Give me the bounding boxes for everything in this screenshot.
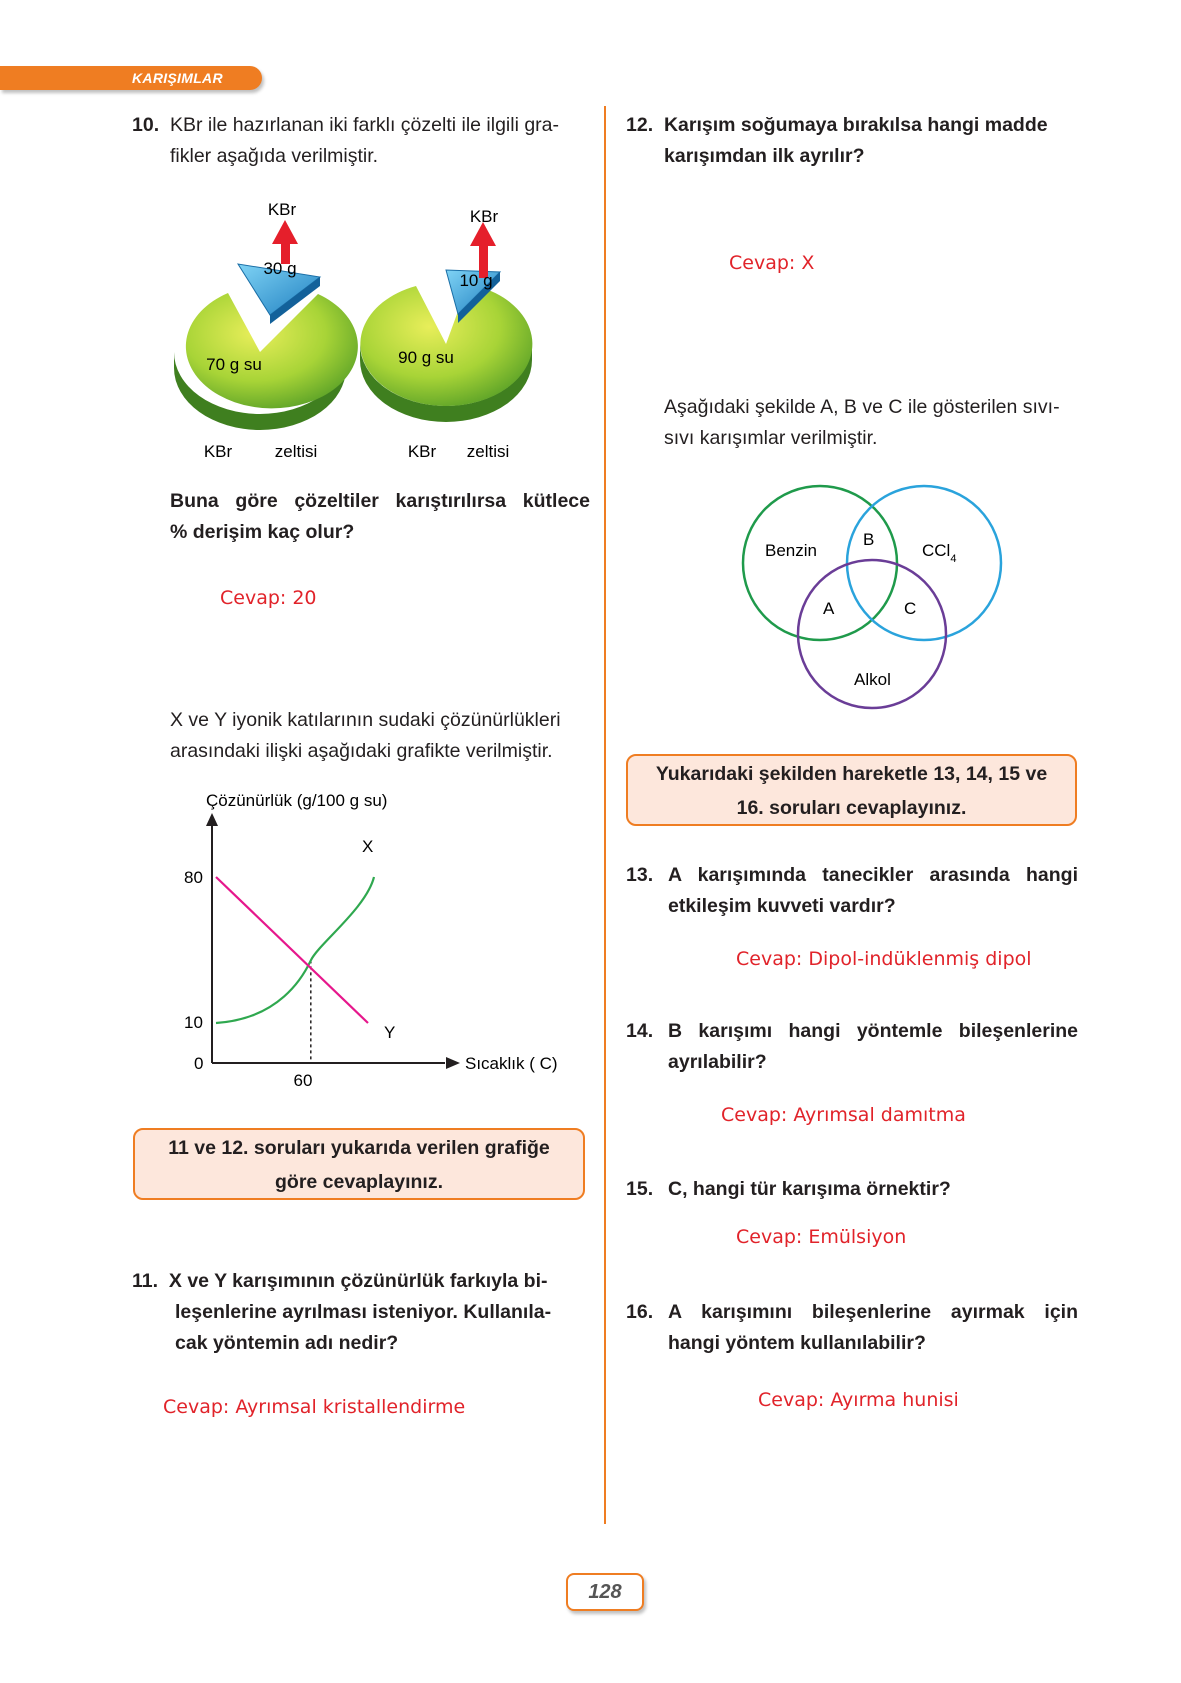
kbr-pie-charts <box>170 192 590 472</box>
page-number: 128 <box>566 1573 644 1611</box>
arrow-up-icon <box>470 222 496 278</box>
question-10-ask <box>170 486 590 548</box>
q13-line1: A karışımında tanecikler arasında hangi <box>668 864 1078 886</box>
q15-answer: Cevap: Emülsiyon <box>736 1226 907 1248</box>
q16-line2: hangi yöntem kullanılabilir? <box>668 1332 926 1354</box>
note-13-16-line2: 16. soruları cevaplayınız. <box>736 797 967 819</box>
q13-answer: Cevap: Dipol-indüklenmiş dipol <box>736 948 1032 970</box>
graph-intro-line1: X ve Y iyonik katılarının sudaki çözünürlükleri <box>170 709 561 731</box>
q10-question-line2: % derişim kaç olur? <box>170 521 355 543</box>
q14-answer: Cevap: Ayrımsal damıtma <box>721 1104 966 1126</box>
pie-2-water-label: 90 g su <box>398 348 454 367</box>
chart-x-axis-label: Sıcaklık ( C) <box>465 1054 558 1073</box>
pie-1 <box>174 200 358 461</box>
q10-line1: KBr ile hazırlanan iki farklı çözelti ile ilgili gra- <box>169 114 560 136</box>
venn-intro <box>664 392 1084 454</box>
section-title: KARIŞIMLAR <box>132 70 223 86</box>
question-11-number: 11. <box>132 1270 159 1292</box>
q16-line1: A karışımını bileşenlerine ayırmak için <box>668 1301 1078 1323</box>
pie-1-caption-b: zeltisi <box>274 442 318 461</box>
note-13-16-line1: Yukarıdaki şekilden hareketle 13, 14, 15 ve <box>655 763 1048 785</box>
x-axis-arrow-icon <box>446 1057 460 1069</box>
ccl4-circle <box>847 486 1001 640</box>
x-tick-60: 60 <box>293 1071 313 1090</box>
chart-y-axis-label: Çözünürlük (g/100 g su) <box>206 791 388 810</box>
pie-1-solute-mass: 30 g <box>263 259 297 278</box>
series-y-line <box>216 877 368 1023</box>
question-12 <box>626 110 1078 172</box>
region-a-label: A <box>823 599 835 618</box>
note-13-16 <box>626 754 1077 826</box>
pie-2 <box>360 207 532 461</box>
q11-line3: cak yöntemin adı nedir? <box>175 1332 399 1354</box>
q15-line1: C, hangi tür karışıma örnektir? <box>668 1178 951 1200</box>
pie-1-caption-a: KBr <box>203 442 233 461</box>
q12-line1: Karışım soğumaya bırakılsa hangi madde <box>663 114 1048 136</box>
y-axis-arrow-icon <box>206 813 218 826</box>
series-y-label: Y <box>384 1023 396 1042</box>
y-tick-10: 10 <box>184 1013 203 1032</box>
q12-answer: Cevap: X <box>729 252 815 274</box>
series-x-label: X <box>362 837 374 856</box>
question-16 <box>626 1297 1078 1359</box>
pie-2-solute-label: KBr <box>469 207 499 226</box>
question-14 <box>626 1016 1078 1078</box>
alkol-label: Alkol <box>854 670 891 689</box>
region-b-label: B <box>863 530 875 549</box>
q11-line1: X ve Y karışımının çözünürlük farkıyla bi- <box>168 1270 548 1292</box>
question-14-number: 14. <box>626 1020 654 1042</box>
question-12-number: 12. <box>626 114 654 136</box>
graph-intro <box>170 705 600 767</box>
pie-1-water-label: 70 g su <box>206 355 262 374</box>
pie-2-water-slice <box>360 284 532 406</box>
ccl4-label: CCl$_4$ <box>922 541 957 565</box>
venn-diagram <box>736 480 1006 712</box>
question-15-number: 15. <box>626 1178 654 1200</box>
question-15 <box>626 1174 1078 1205</box>
q14-line1: B karışımı hangi yöntemle bileşenlerine <box>668 1020 1078 1042</box>
arrow-up-icon <box>272 220 298 264</box>
note-11-12 <box>133 1128 585 1200</box>
pie-2-caption-b: zeltisi <box>466 442 510 461</box>
pie-2-solute-mass: 10 g <box>459 271 493 290</box>
section-header-tab <box>0 66 262 90</box>
question-13-number: 13. <box>626 864 654 886</box>
question-16-number: 16. <box>626 1301 654 1323</box>
q14-line2: ayrılabilir? <box>668 1051 767 1073</box>
q10-line2: fikler aşağıda verilmiştir. <box>170 145 379 167</box>
q10-question-line1: Buna göre çözeltiler karıştırılırsa kütlece <box>170 490 590 512</box>
q10-answer: Cevap: 20 <box>220 587 317 609</box>
question-10-text <box>132 110 592 172</box>
q16-answer: Cevap: Ayırma hunisi <box>758 1389 959 1411</box>
q12-line2: karışımdan ilk ayrılır? <box>664 145 865 167</box>
pie-1-solute-label: KBr <box>267 200 297 219</box>
q11-line2: leşenlerine ayrılması isteniyor. Kullanıla- <box>175 1301 552 1323</box>
q13-line2: etkileşim kuvveti vardır? <box>668 895 896 917</box>
benzin-label: Benzin <box>765 541 817 560</box>
graph-intro-line2: arasındaki ilişki aşağıdaki grafikte verilmiştir. <box>170 740 553 762</box>
note-11-12-line1: 11 ve 12. soruları yukarıda verilen grafiğe <box>168 1137 550 1159</box>
note-11-12-line2: göre cevaplayınız. <box>275 1171 443 1193</box>
column-divider <box>604 106 606 1524</box>
question-13 <box>626 860 1078 922</box>
venn-intro-line1: Aşağıdaki şekilde A, B ve C ile gösterilen sıvı- <box>664 396 1060 418</box>
region-c-label: C <box>904 599 917 618</box>
question-10-number: 10. <box>132 114 160 136</box>
pie-2-caption-a: KBr <box>407 442 437 461</box>
y-tick-0: 0 <box>194 1054 204 1073</box>
question-11 <box>132 1266 592 1359</box>
venn-intro-line2: sıvı karışımlar verilmiştir. <box>664 427 878 449</box>
benzin-circle <box>743 486 897 640</box>
q11-answer: Cevap: Ayrımsal kristallendirme <box>163 1396 466 1418</box>
y-tick-80: 80 <box>184 868 203 887</box>
solubility-chart <box>170 780 590 1090</box>
